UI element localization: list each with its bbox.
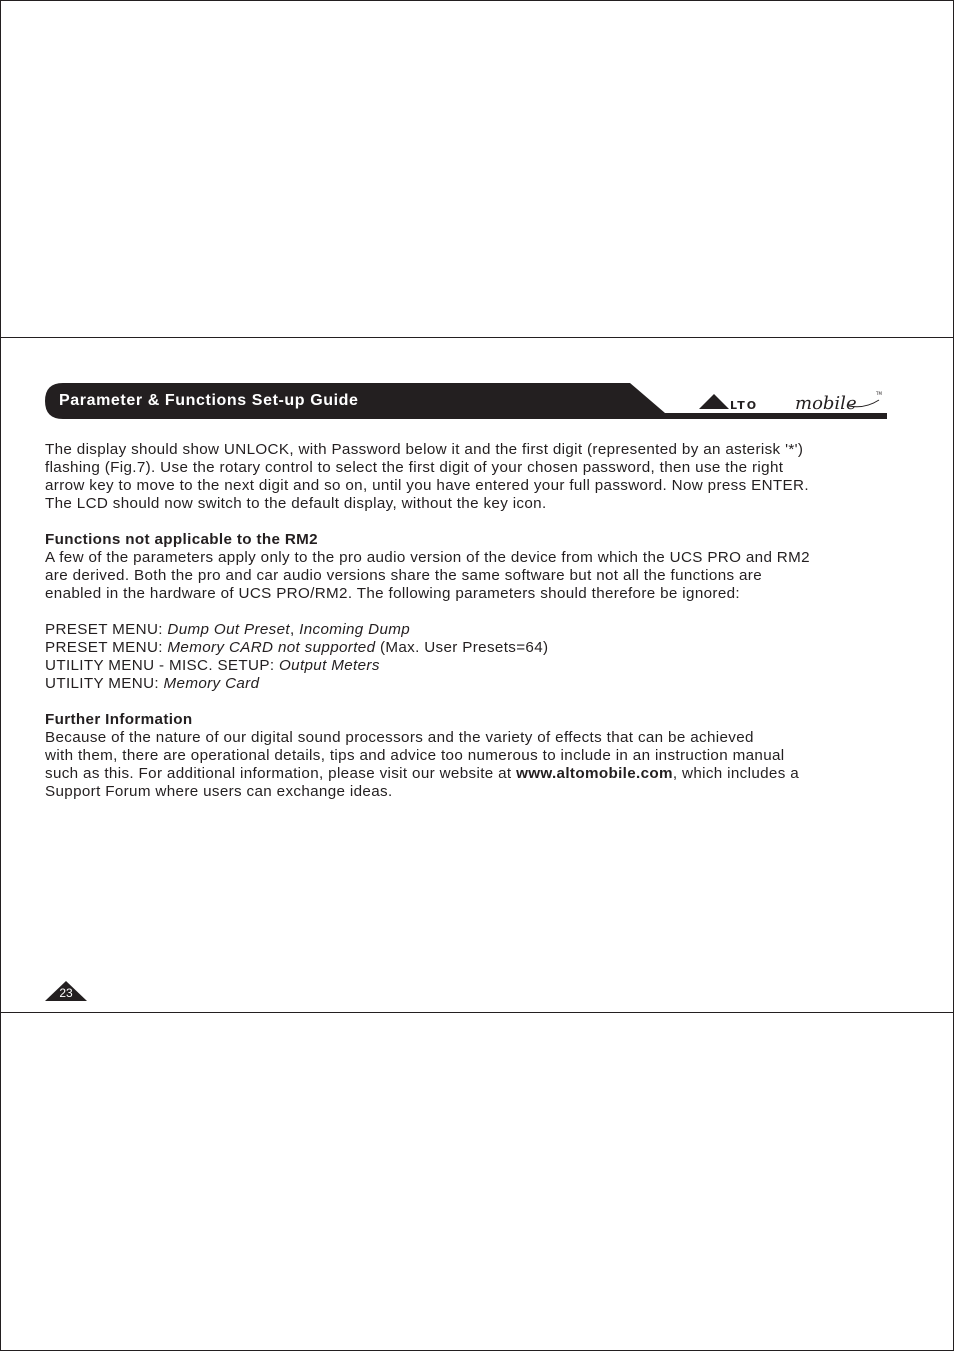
trademark-mark: TM xyxy=(876,391,882,396)
website-link[interactable]: www.altomobile.com xyxy=(516,765,673,782)
alto-logo-icon xyxy=(697,388,887,414)
page-number: 23 xyxy=(59,986,73,1000)
param-line: PRESET MENU: Memory CARD not supported (Max. User Presets=64) xyxy=(45,639,549,656)
page-number-badge xyxy=(45,980,87,1001)
cut-line-bottom xyxy=(0,1012,954,1013)
functions-line: enabled in the hardware of UCS PRO/RM2. The following parameters should therefore be ignored: xyxy=(45,585,740,602)
section-title: Parameter & Functions Set-up Guide xyxy=(59,392,359,409)
intro-line: arrow key to move to the next digit and so on, until you have entered your full password. Now press ENTER. xyxy=(45,477,809,494)
param-line: PRESET MENU: Dump Out Preset, Incoming Dump xyxy=(45,621,411,638)
further-line: such as this. For additional information, please visit our website at www.altomobile.com, which includes a xyxy=(45,765,800,782)
cut-line-top xyxy=(0,337,954,338)
intro-line: The LCD should now switch to the default display, without the key icon. xyxy=(45,495,547,512)
functions-line: A few of the parameters apply only to the pro audio version of the device from which the UCS PRO and RM2 xyxy=(45,549,810,566)
page-body xyxy=(45,441,880,801)
further-heading: Further Information xyxy=(45,711,193,728)
param-line: UTILITY MENU: Memory Card xyxy=(45,675,260,692)
alto-mobile-logo xyxy=(697,388,887,414)
param-line: UTILITY MENU - MISC. SETUP: Output Meters xyxy=(45,657,380,674)
functions-heading: Functions not applicable to the RM2 xyxy=(45,531,318,548)
logo-text: LTO xyxy=(730,399,759,412)
further-line: Support Forum where users can exchange ideas. xyxy=(45,783,393,800)
functions-line: are derived. Both the pro and car audio versions share the same software but not all the functions are xyxy=(45,567,763,584)
further-line: with them, there are operational details, tips and advice too numerous to include in an instruction manual xyxy=(45,747,785,764)
logo-script: mobile xyxy=(795,393,857,414)
intro-line: flashing (Fig.7). Use the rotary control to select the first digit of your chosen password, then use the right xyxy=(45,459,784,476)
intro-line: The display should show UNLOCK, with Password below it and the first digit (represented by an asterisk '*') xyxy=(45,441,804,458)
further-line: Because of the nature of our digital sound processors and the variety of effects that can be achieved xyxy=(45,729,754,746)
